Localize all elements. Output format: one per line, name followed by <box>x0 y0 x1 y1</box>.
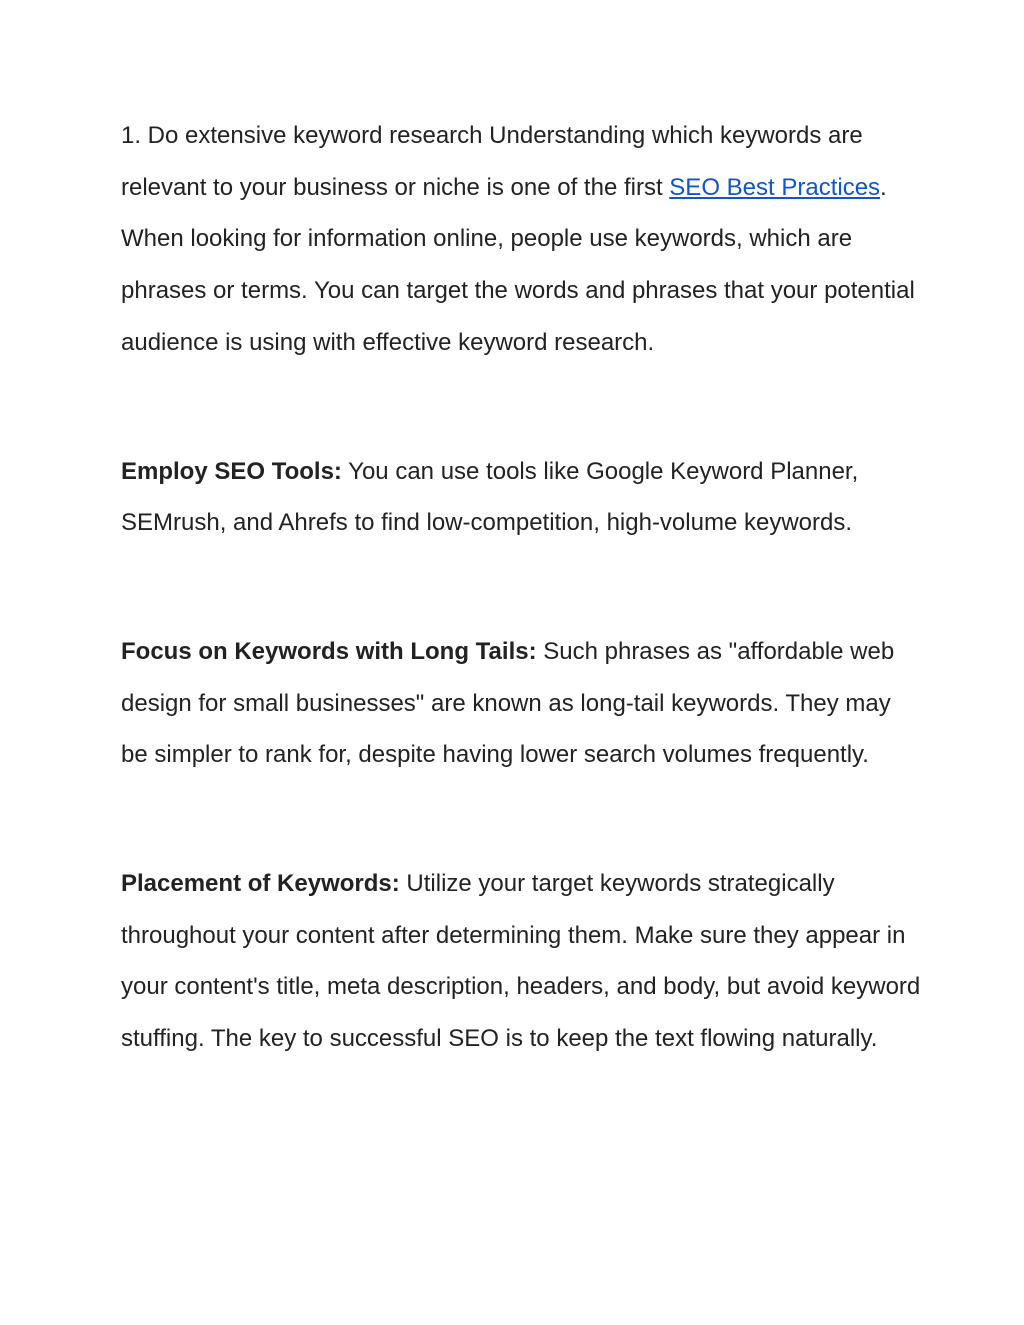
paragraph-long-tail <box>121 626 921 781</box>
paragraph-spacer <box>121 549 921 626</box>
document-page <box>121 110 921 1065</box>
paragraph-spacer <box>121 369 921 446</box>
placement-body: Utilize your target keywords strategically throughout your content after determining them. Make sure they appear in your content's title, meta description, headers, and body, but avoid keyword stuffing. The key to successful SEO is to keep the text flowing naturally. <box>121 870 921 1053</box>
paragraph-spacer <box>121 781 921 858</box>
long-tail-body: Such phrases as "affordable web design for small businesses" are known as long-tail keywords. They may be simpler to rank for, despite having lower search volumes frequently. <box>121 637 895 769</box>
keyword-research-text-start: 1. Do extensive keyword research Understanding which keywords are relevant to your business or niche is one of the first <box>121 122 863 201</box>
seo-tools-body: You can use tools like Google Keyword Planner, SEMrush, and Ahrefs to find low-competition, high-volume keywords. <box>121 457 859 537</box>
paragraph-keyword-research <box>121 110 921 369</box>
placement-heading: Placement of Keywords: <box>121 870 400 898</box>
long-tail-heading: Focus on Keywords with Long Tails: <box>121 637 537 665</box>
paragraph-seo-tools <box>121 446 921 549</box>
seo-tools-heading: Employ SEO Tools: <box>121 457 342 485</box>
paragraph-placement <box>121 858 921 1065</box>
seo-best-practices-link[interactable]: SEO Best Practices <box>669 173 881 201</box>
keyword-research-text-end: . When looking for information online, people use keywords, which are phrases or terms. You can target the words and phrases that your potential audience is using with effective keyword research. <box>121 173 915 356</box>
